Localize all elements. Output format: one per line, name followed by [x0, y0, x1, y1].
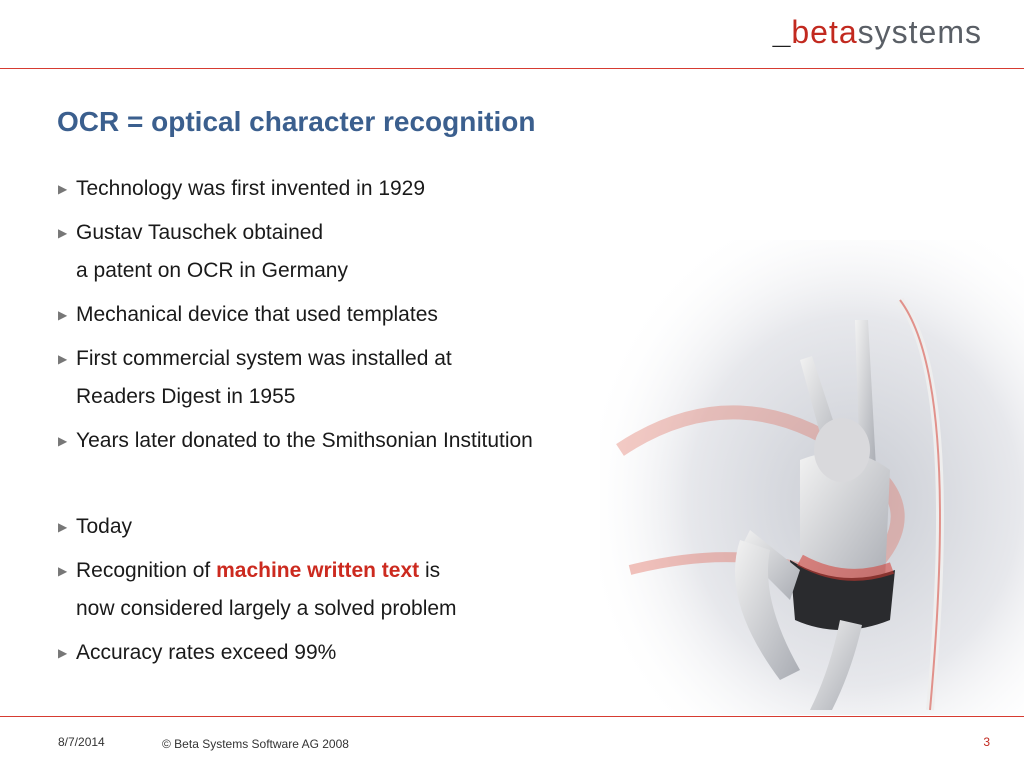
- pole-vaulter-image: [600, 240, 1024, 715]
- bullet-arrow-icon: ▶: [58, 308, 68, 322]
- bullet-spacer: [58, 460, 658, 508]
- bullet-item: ▶ Gustav Tauschek obtained a patent on OCR in Germany: [58, 214, 658, 290]
- bullet-item: ▶ Years later donated to the Smithsonian Institution: [58, 422, 658, 460]
- bullet-arrow-icon: ▶: [58, 226, 68, 240]
- bullet-arrow-icon: ▶: [58, 646, 68, 660]
- bullet-item: ▶ Accuracy rates exceed 99%: [58, 634, 658, 672]
- footer-divider: [0, 716, 1024, 717]
- footer-copyright: © Beta Systems Software AG 2008: [162, 737, 349, 751]
- bullet-item: ▶ Recognition of machine written text is now considered largely a solved problem: [58, 552, 658, 628]
- footer-date: 8/7/2014: [58, 735, 105, 749]
- beta-systems-logo: _betasystems: [772, 14, 982, 50]
- bullet-arrow-icon: ▶: [58, 564, 68, 578]
- page-number: 3: [983, 735, 990, 749]
- bullet-arrow-icon: ▶: [58, 182, 68, 196]
- bullet-item: ▶ Mechanical device that used templates: [58, 296, 658, 334]
- bullet-arrow-icon: ▶: [58, 520, 68, 534]
- highlighted-text: machine written text: [216, 559, 420, 582]
- bullet-arrow-icon: ▶: [58, 434, 68, 448]
- slide-title: OCR = optical character recognition: [57, 106, 536, 137]
- bullet-list: [58, 170, 658, 672]
- bullet-item: ▶ Technology was first invented in 1929: [58, 170, 658, 208]
- header-divider: [0, 68, 1024, 69]
- bullet-item: ▶ Today: [58, 508, 658, 546]
- bullet-item: ▶ First commercial system was installed at Readers Digest in 1955: [58, 340, 658, 416]
- bullet-arrow-icon: ▶: [58, 352, 68, 366]
